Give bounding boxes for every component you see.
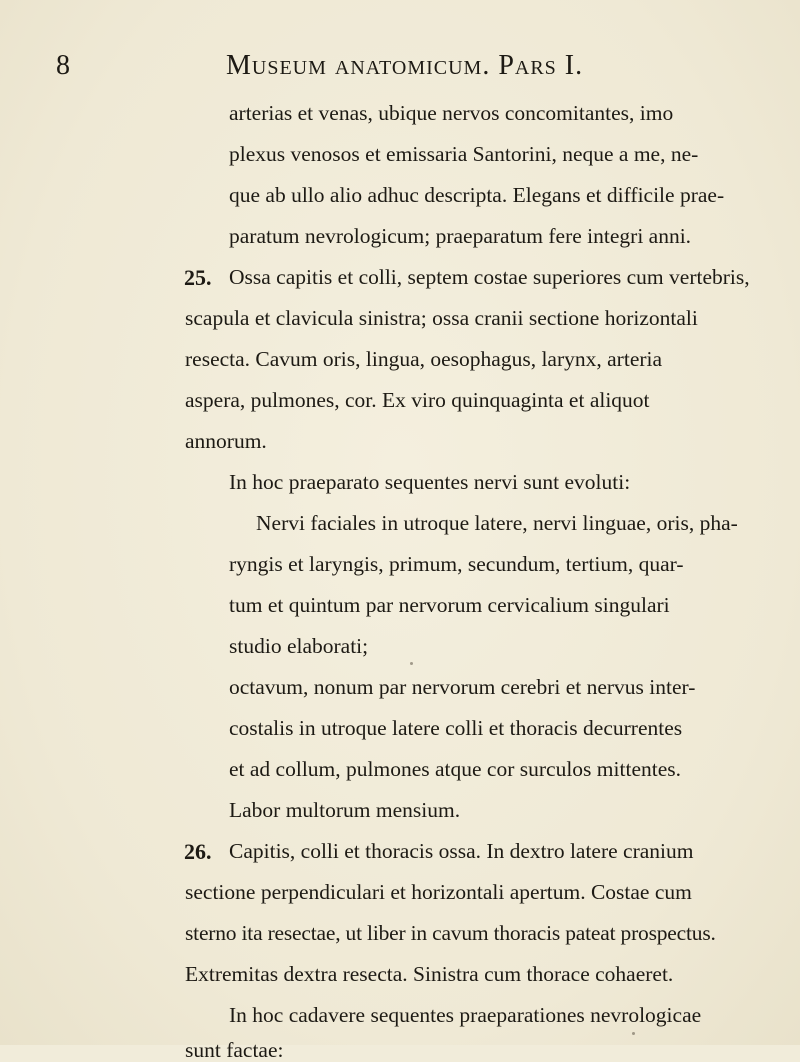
text-line: sunt factae:	[185, 1038, 284, 1062]
entry-number-25: 25.	[184, 265, 212, 290]
text-line: studio elaborati;	[229, 634, 369, 658]
text-line: Labor multorum mensium.	[229, 798, 461, 822]
text-line: costalis in utroque latere colli et thoracis decurrentes	[229, 716, 683, 740]
text-line: resecta. Cavum oris, lingua, oesophagus, larynx, arteria	[185, 347, 663, 371]
text-line: ryngis et laryngis, primum, secundum, tertium, quar-	[229, 552, 684, 576]
text-line: Ossa capitis et colli, septem costae superiores cum vertebris,	[229, 265, 750, 289]
text-line: paratum nevrologicum; praeparatum fere integri anni.	[229, 224, 692, 248]
text-line: Capitis, colli et thoracis ossa. In dextro latere cranium	[229, 839, 694, 863]
paper-speck	[410, 662, 413, 665]
text-line: scapula et clavicula sinistra; ossa cranii sectione horizontali	[185, 306, 698, 330]
text-line: que ab ullo alio adhuc descripta. Elegans et difficile prae-	[229, 183, 725, 207]
page-number: 8	[56, 50, 70, 81]
text-line: Nervi faciales in utroque latere, nervi linguae, oris, pha-	[256, 511, 738, 535]
text-line: et ad collum, pulmones atque cor surculos mittentes.	[229, 757, 681, 781]
text-line: aspera, pulmones, cor. Ex viro quinquaginta et aliquot	[185, 388, 650, 412]
running-head: Museum anatomicum. Pars I.	[226, 50, 584, 81]
text-line: sectione perpendiculari et horizontali apertum. Costae cum	[185, 880, 692, 904]
text-line: tum et quintum par nervorum cervicalium singulari	[229, 593, 670, 617]
text-line: Extremitas dextra resecta. Sinistra cum thorace cohaeret.	[185, 962, 674, 986]
text-line: sterno ita resectae, ut liber in cavum thoracis pateat prospectus.	[185, 921, 716, 945]
text-line: annorum.	[185, 429, 267, 453]
text-line: arterias et venas, ubique nervos concomitantes, imo	[229, 101, 674, 125]
text-line: octavum, nonum par nervorum cerebri et nervus inter-	[229, 675, 696, 699]
text-line: plexus venosos et emissaria Santorini, neque a me, ne-	[229, 142, 699, 166]
page-header	[0, 48, 800, 88]
paper-speck	[632, 1032, 635, 1035]
entry-number-26: 26.	[184, 839, 212, 864]
text-line: In hoc cadavere sequentes praeparationes nevrologicae	[229, 1003, 702, 1027]
text-line: In hoc praeparato sequentes nervi sunt evoluti:	[229, 470, 631, 494]
